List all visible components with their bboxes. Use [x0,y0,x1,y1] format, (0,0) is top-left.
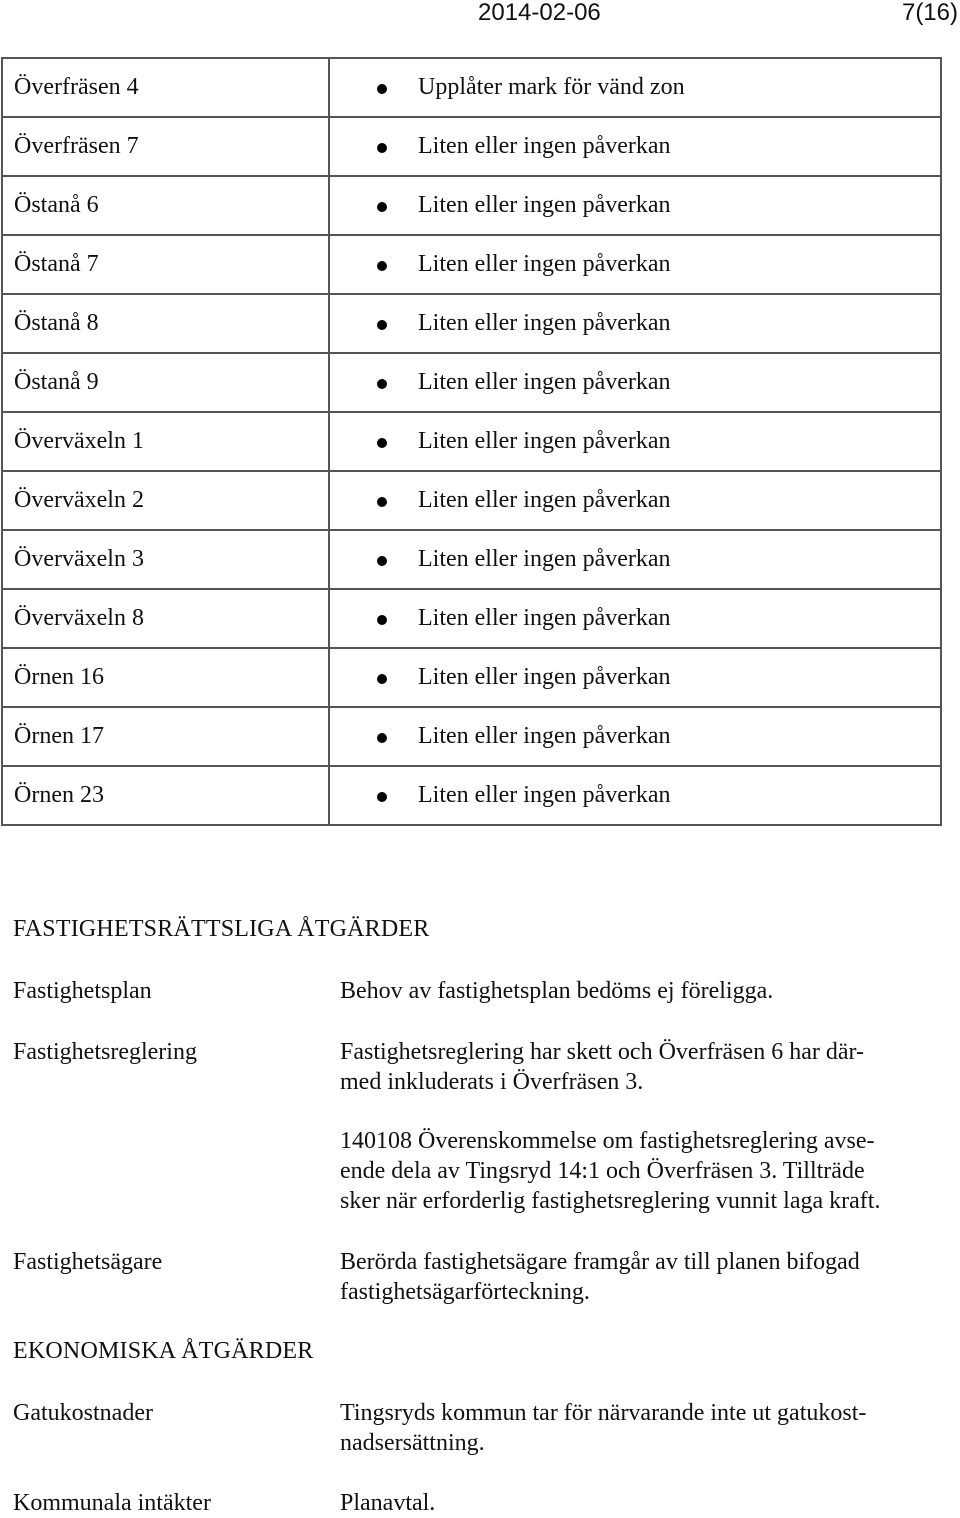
property-effect-cell [329,707,941,766]
fastighetsrattsliga-heading: FASTIGHETSRÄTTSLIGA ÅTGÄRDER [13,916,430,942]
property-effect-text: Liten eller ingen påverkan [418,428,671,454]
property-effect-text: Liten eller ingen påverkan [418,192,671,218]
property-effect-text: Liten eller ingen påverkan [418,133,671,159]
property-name-cell: Östanå 6 [2,176,329,235]
property-name-cell: Örnen 16 [2,648,329,707]
bullet-icon [377,792,387,802]
table-row [2,294,941,353]
table-row [2,412,941,471]
bullet-icon [377,497,387,507]
property-name-cell: Överväxeln 1 [2,412,329,471]
property-name-cell: Östanå 9 [2,353,329,412]
table-row [2,353,941,412]
fastighetsplan-text: Behov av fastighetsplan bedöms ej föreligga. [340,978,774,1004]
property-effect-text: Liten eller ingen påverkan [418,546,671,572]
fastighetsreglering-text-1: Fastighetsreglering har skett och Överfräsen 6 har där- med inkluderats i Överfräsen 3. [340,1039,864,1095]
document-date: 2014-02-06 [478,0,601,26]
table-row [2,117,941,176]
property-effect-text: Liten eller ingen påverkan [418,782,671,808]
property-name-cell: Överfräsen 4 [2,58,329,117]
property-effect-text: Liten eller ingen påverkan [418,310,671,336]
bullet-icon [377,202,387,212]
property-effect-cell [329,235,941,294]
kommunala-intakter-label: Kommunala intäkter [13,1490,211,1516]
fastighetsagare-text: Berörda fastighetsägare framgår av till planen bifogad fastighetsägarförteckning. [340,1249,860,1305]
table-row [2,235,941,294]
table-row [2,176,941,235]
bullet-icon [377,261,387,271]
property-effect-cell [329,766,941,825]
bullet-icon [377,733,387,743]
bullet-icon [377,556,387,566]
property-name-cell: Överväxeln 3 [2,530,329,589]
gatukostnader-text: Tingsryds kommun tar för närvarande inte ut gatukost- nadsersättning. [340,1400,867,1456]
property-effect-cell [329,471,941,530]
kommunala-intakter-text: Planavtal. [340,1490,436,1516]
property-effect-cell [329,353,941,412]
bullet-icon [377,143,387,153]
table-row [2,648,941,707]
fastighetsagare-label: Fastighetsägare [13,1249,163,1275]
bullet-icon [377,438,387,448]
property-effect-cell [329,176,941,235]
property-effect-cell [329,117,941,176]
property-name-cell: Överväxeln 8 [2,589,329,648]
property-effect-cell [329,294,941,353]
property-impact-table [1,57,942,826]
table-row [2,530,941,589]
property-effect-cell [329,412,941,471]
gatukostnader-label: Gatukostnader [13,1400,153,1426]
page-header [0,0,960,28]
table-row [2,58,941,117]
table-row [2,766,941,825]
property-name-cell: Örnen 17 [2,707,329,766]
property-effect-text: Liten eller ingen påverkan [418,723,671,749]
property-effect-text: Liten eller ingen påverkan [418,487,671,513]
bullet-icon [377,615,387,625]
property-effect-cell [329,58,941,117]
property-effect-text: Liten eller ingen påverkan [418,664,671,690]
bullet-icon [377,84,387,94]
property-name-cell: Östanå 8 [2,294,329,353]
bullet-icon [377,320,387,330]
page-number: 7(16) [901,0,958,26]
fastighetsreglering-label: Fastighetsreglering [13,1039,197,1065]
property-effect-text: Liten eller ingen påverkan [418,369,671,395]
property-effect-cell [329,530,941,589]
property-name-cell: Överväxeln 2 [2,471,329,530]
property-effect-text: Liten eller ingen påverkan [418,251,671,277]
property-effect-cell [329,589,941,648]
bullet-icon [377,674,387,684]
property-name-cell: Östanå 7 [2,235,329,294]
table-row [2,471,941,530]
fastighetsreglering-text-2: 140108 Överenskommelse om fastighetsreglering avse- ende dela av Tingsryd 14:1 och Överfräsen 3. Tillträde sker när erforderlig fastighetsreglering vunnit laga kraft. [340,1128,881,1214]
property-name-cell: Överfräsen 7 [2,117,329,176]
fastighetsplan-label: Fastighetsplan [13,978,152,1004]
property-effect-text: Liten eller ingen påverkan [418,605,671,631]
property-name-cell: Örnen 23 [2,766,329,825]
bullet-icon [377,379,387,389]
table-row [2,589,941,648]
table-row [2,707,941,766]
property-effect-text: Upplåter mark för vänd zon [418,74,685,100]
property-effect-cell [329,648,941,707]
ekonomiska-heading: EKONOMISKA ÅTGÄRDER [13,1338,314,1364]
